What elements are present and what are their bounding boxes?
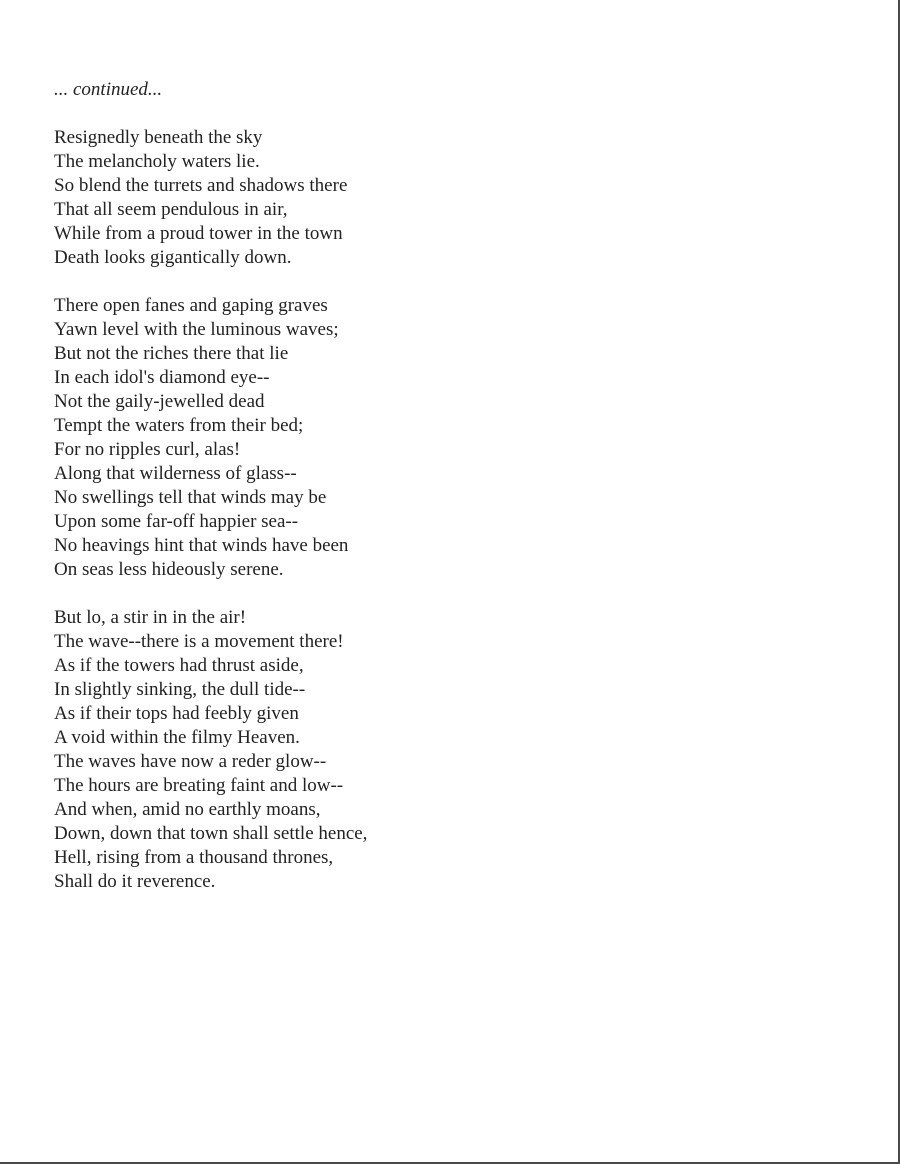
poem-line: Death looks gigantically down. (54, 247, 292, 268)
poem-line: Tempt the waters from their bed; (54, 415, 304, 436)
poem-line: The wave--there is a movement there! (54, 631, 344, 652)
poem-line: While from a proud tower in the town (54, 223, 343, 244)
poem-line: As if their tops had feebly given (54, 703, 299, 724)
continued-label: ... continued... (54, 79, 163, 100)
poem-text-block (54, 78, 854, 918)
poem-line: In slightly sinking, the dull tide-- (54, 679, 306, 700)
poem-line: There open fanes and gaping graves (54, 295, 328, 316)
stanza-1 (54, 126, 854, 270)
poem-line: Along that wilderness of glass-- (54, 463, 297, 484)
poem-line: Not the gaily-jewelled dead (54, 391, 265, 412)
poem-line: Upon some far-off happier sea-- (54, 511, 299, 532)
poem-line: On seas less hideously serene. (54, 559, 284, 580)
poem-line: No heavings hint that winds have been (54, 535, 349, 556)
poem-line: The waves have now a reder glow-- (54, 751, 327, 772)
poem-line: As if the towers had thrust aside, (54, 655, 304, 676)
poem-line: Hell, rising from a thousand thrones, (54, 847, 334, 868)
stanza-3 (54, 606, 854, 894)
poem-line: For no ripples curl, alas! (54, 439, 241, 460)
poem-line: No swellings tell that winds may be (54, 487, 327, 508)
poem-line: Shall do it reverence. (54, 871, 216, 892)
poem-line: But lo, a stir in in the air! (54, 607, 247, 628)
poem-line: So blend the turrets and shadows there (54, 175, 348, 196)
poem-line: Yawn level with the luminous waves; (54, 319, 339, 340)
stanza-2 (54, 294, 854, 582)
poem-line: A void within the filmy Heaven. (54, 727, 300, 748)
poem-line: Down, down that town shall settle hence, (54, 823, 368, 844)
poem-line: Resignedly beneath the sky (54, 127, 263, 148)
poem-line: The hours are breating faint and low-- (54, 775, 344, 796)
poem-line: But not the riches there that lie (54, 343, 289, 364)
poem-line: In each idol's diamond eye-- (54, 367, 270, 388)
poem-line: The melancholy waters lie. (54, 151, 260, 172)
poem-line: That all seem pendulous in air, (54, 199, 288, 220)
poem-line: And when, amid no earthly moans, (54, 799, 321, 820)
